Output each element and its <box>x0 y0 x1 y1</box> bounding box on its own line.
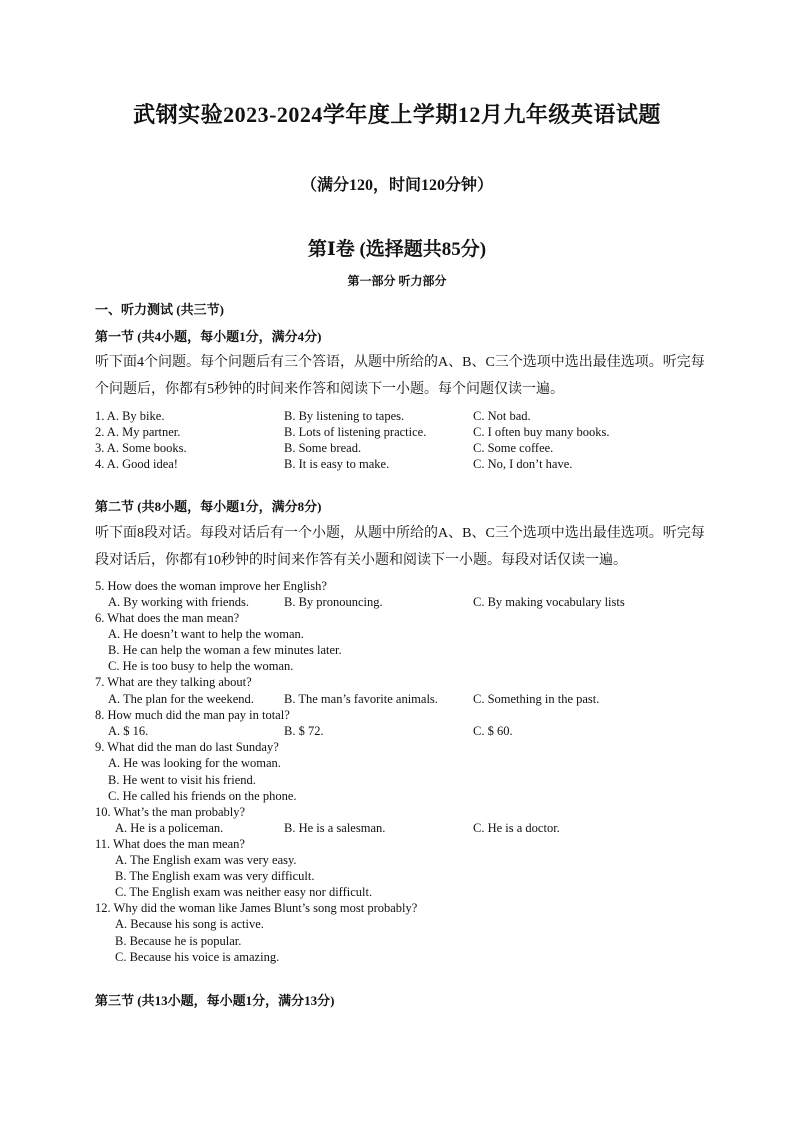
q4-option-c: C. No, I don’t have. <box>473 457 573 471</box>
section1-heading: 第一节 (共4小题，每小题1分，满分4分) <box>95 329 322 344</box>
section1-instructions-line2: 个问题后，你都有5秒钟的时间来作答和阅读下一小题。每个问题仅读一遍。 <box>95 382 564 397</box>
volume-title: 第Ⅰ卷 (选择题共85分) <box>307 239 487 260</box>
q5-option-a: A. By working with friends. <box>108 595 249 609</box>
q4-option-a: 4. A. Good idea! <box>95 457 178 471</box>
q11-option-c: C. The English exam was neither easy nor difficult. <box>115 885 373 899</box>
q3-option-a: 3. A. Some books. <box>95 441 187 455</box>
q11-option-b: B. The English exam was very difficult. <box>115 869 315 883</box>
q11-question: 11. What does the man mean? <box>95 837 245 851</box>
q2-option-a: 2. A. My partner. <box>95 425 181 439</box>
q8-option-a: A. $ 16. <box>108 724 149 738</box>
q1-option-a: 1. A. By bike. <box>95 409 165 423</box>
q9-option-b: B. He went to visit his friend. <box>108 773 256 787</box>
q5-option-c: C. By making vocabulary lists <box>473 595 625 609</box>
q8-option-b: B. $ 72. <box>284 724 324 738</box>
part-title: 第一部分 听力部分 <box>347 274 447 288</box>
q11-option-a: A. The English exam was very easy. <box>115 853 297 867</box>
q5-question: 5. How does the woman improve her English? <box>95 579 327 593</box>
q4-option-b: B. It is easy to make. <box>284 457 390 471</box>
q6-option-c: C. He is too busy to help the woman. <box>108 659 294 673</box>
section-heading: 一、听力测试 (共三节) <box>95 302 224 317</box>
q8-question: 8. How much did the man pay in total? <box>95 708 290 722</box>
section2-instructions-line1: 听下面8段对话。每段对话后有一个小题，从题中所给的A、B、C三个选项中选出最佳选项。听完每 <box>95 526 705 541</box>
q2-option-b: B. Lots of listening practice. <box>284 425 427 439</box>
q7-question: 7. What are they talking about? <box>95 675 252 689</box>
q3-option-b: B. Some bread. <box>284 441 362 455</box>
q9-option-c: C. He called his friends on the phone. <box>108 789 297 803</box>
q9-option-a: A. He was looking for the woman. <box>108 756 281 770</box>
q7-option-c: C. Something in the past. <box>473 692 600 706</box>
q7-option-a: A. The plan for the weekend. <box>108 692 254 706</box>
exam-subtitle: （满分120，时间120分钟） <box>300 177 493 194</box>
section2-instructions-line2: 段对话后，你都有10秒钟的时间来作答有关小题和阅读下一小题。每段对话仅读一遍。 <box>95 553 627 568</box>
q2-option-c: C. I often buy many books. <box>473 425 610 439</box>
section3-heading: 第三节 (共13小题，每小题1分，满分13分) <box>95 993 335 1008</box>
q1-option-b: B. By listening to tapes. <box>284 409 405 423</box>
exam-title: 武钢实验2023-2024学年度上学期12月九年级英语试题 <box>133 102 661 127</box>
q1-option-c: C. Not bad. <box>473 409 531 423</box>
q8-option-c: C. $ 60. <box>473 724 513 738</box>
q12-question: 12. Why did the woman like James Blunt’s song most probably? <box>95 901 418 915</box>
q12-option-a: A. Because his song is active. <box>115 917 264 931</box>
q6-option-b: B. He can help the woman a few minutes later. <box>108 643 342 657</box>
q5-option-b: B. By pronouncing. <box>284 595 383 609</box>
q10-option-a: A. He is a policeman. <box>115 821 224 835</box>
q6-question: 6. What does the man mean? <box>95 611 240 625</box>
q7-option-b: B. The man’s favorite animals. <box>284 692 438 706</box>
section1-instructions-line1: 听下面4个问题。每个问题后有三个答语，从题中所给的A、B、C三个选项中选出最佳选项。听完每 <box>95 355 705 370</box>
q10-option-b: B. He is a salesman. <box>284 821 386 835</box>
section1-instructions <box>95 349 705 403</box>
q9-question: 9. What did the man do last Sunday? <box>95 740 279 754</box>
q3-option-c: C. Some coffee. <box>473 441 554 455</box>
section2-instructions <box>95 520 705 574</box>
section2-heading: 第二节 (共8小题，每小题1分，满分8分) <box>95 499 322 514</box>
q12-option-c: C. Because his voice is amazing. <box>115 950 280 964</box>
q12-option-b: B. Because he is popular. <box>115 934 242 948</box>
q10-option-c: C. He is a doctor. <box>473 821 560 835</box>
q10-question: 10. What’s the man probably? <box>95 805 246 819</box>
q6-option-a: A. He doesn’t want to help the woman. <box>108 627 304 641</box>
